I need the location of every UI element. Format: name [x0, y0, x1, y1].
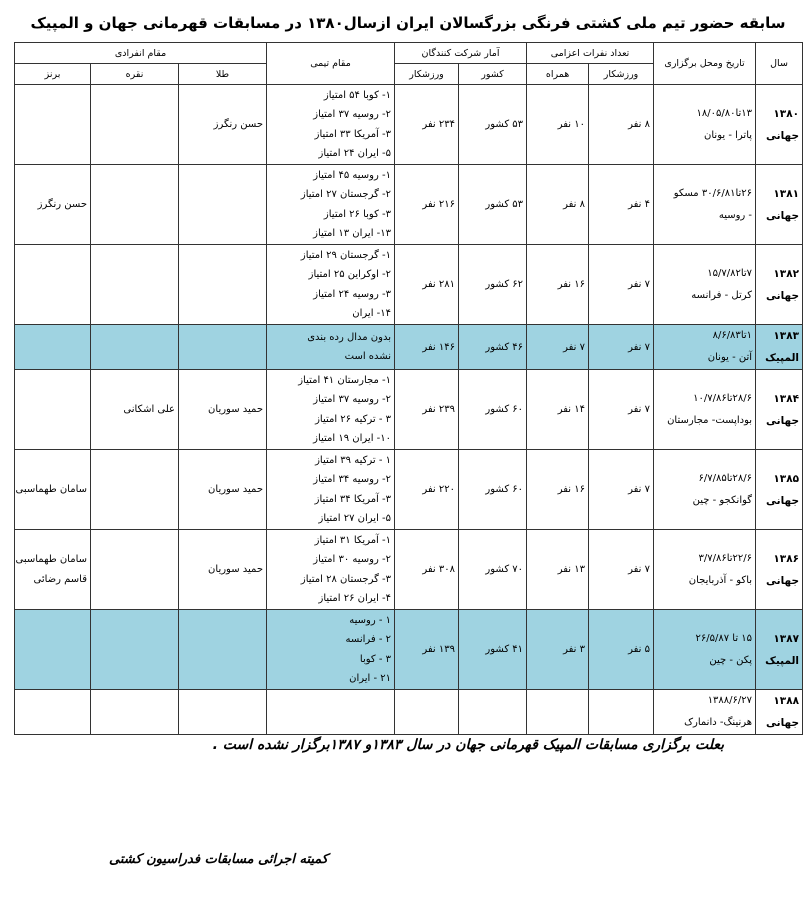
table-row — [15, 530, 803, 610]
delegation-athletes-cell — [589, 450, 654, 530]
team-rank-line: ۳ - ترکیه ۲۶ امتیاز — [315, 413, 392, 425]
bronze-cell — [15, 530, 91, 610]
countries-cell — [459, 370, 527, 450]
gold-cell — [179, 325, 267, 370]
gold-cell — [179, 85, 267, 165]
team-rank-line: ۳- روسیه ۲۴ امتیاز — [313, 288, 392, 300]
delegation-athletes-value: ۴ نفر — [628, 199, 651, 210]
team-rank-cell — [267, 370, 395, 450]
header-delegation-companions: همراه — [527, 64, 589, 85]
bronze-cell — [15, 610, 91, 690]
countries-value: ۷۰ کشور — [485, 564, 524, 575]
signature: کمیته اجرائی مسابقات فدراسیون کشتی — [109, 852, 328, 867]
delegation-companions-cell — [527, 165, 589, 245]
countries-cell — [459, 610, 527, 690]
team-rank-line: ۲- روسیه ۳۴ امتیاز — [313, 474, 392, 485]
participants-value: ۱۳۹ نفر — [422, 644, 456, 655]
gold-medalist: حمید سوریان — [208, 403, 264, 415]
participants-value: ۲۸۱ نفر — [422, 279, 456, 290]
delegation-companions-value: ۱۴ نفر — [557, 404, 586, 415]
silver-cell — [91, 530, 179, 610]
participants-cell — [395, 690, 459, 735]
venue-cell — [654, 530, 756, 610]
event-date: ۲۸/۶تا۶/۷/۸۵ — [698, 472, 753, 484]
venue-cell — [654, 85, 756, 165]
countries-value: ۶۲ کشور — [485, 279, 524, 290]
bronze-cell — [15, 245, 91, 325]
competition-type: جهانی — [766, 574, 800, 587]
venue-cell — [654, 370, 756, 450]
team-rank-line: ۳- کوبا ۲۶ امتیاز — [323, 208, 392, 220]
delegation-companions-value: ۱۶ نفر — [557, 484, 586, 495]
delegation-companions-cell — [527, 245, 589, 325]
table-body — [15, 85, 803, 735]
event-date: ۱۳۸۸/۶/۲۷ — [707, 695, 753, 706]
results-table — [14, 42, 803, 735]
competition-type: جهانی — [766, 289, 800, 302]
delegation-athletes-cell — [589, 165, 654, 245]
header-delegation: تعداد نفرات اعزامی — [527, 43, 654, 64]
bronze-cell — [15, 165, 91, 245]
delegation-athletes-value: ۵ نفر — [628, 644, 651, 655]
team-rank-line: ۵- ایران ۲۷ امتیاز — [318, 513, 392, 524]
team-rank-cell — [267, 450, 395, 530]
competition-type: جهانی — [766, 494, 800, 507]
year-cell — [756, 165, 803, 245]
participants-cell — [395, 165, 459, 245]
participants-value: ۲۳۹ نفر — [422, 404, 456, 415]
year-value: ۱۳۸۴ — [773, 392, 800, 405]
countries-value: ۶۰ کشور — [485, 484, 524, 495]
countries-cell — [459, 245, 527, 325]
countries-cell — [459, 165, 527, 245]
year-value: ۱۳۸۱ — [773, 187, 800, 200]
delegation-companions-value: ۱۰ نفر — [557, 119, 586, 130]
team-rank-cell — [267, 690, 395, 735]
header-bronze: برنز — [15, 64, 91, 85]
countries-value: ۵۳ کشور — [485, 119, 524, 130]
event-date: ۱۳تا۱۸/۰۵/۸۰ — [696, 107, 753, 119]
gold-cell — [179, 690, 267, 735]
header-gold: طلا — [179, 64, 267, 85]
bronze-cell — [15, 370, 91, 450]
team-rank-line: نشده است — [344, 351, 392, 362]
competition-type: المپیک — [765, 654, 800, 667]
team-rank-cell — [267, 325, 395, 370]
table-row — [15, 165, 803, 245]
year-cell — [756, 690, 803, 735]
delegation-athletes-value: ۷ نفر — [628, 279, 651, 290]
delegation-companions-cell — [527, 690, 589, 735]
participants-value: ۲۱۶ نفر — [422, 199, 456, 210]
bronze-cell — [15, 85, 91, 165]
gold-medalist: حسن رنگرز — [213, 118, 264, 130]
team-rank-line: ۲۱ - ایران — [349, 673, 392, 684]
team-rank-line: ۱- آمریکا ۳۱ امتیاز — [314, 534, 392, 546]
event-place: پاترا - یونان — [704, 129, 753, 141]
delegation-athletes-cell — [589, 245, 654, 325]
countries-value: ۴۱ کشور — [485, 644, 524, 655]
event-date: ۱۵ تا ۲۶/۵/۸۷ — [695, 632, 753, 644]
delegation-companions-cell — [527, 325, 589, 370]
year-cell — [756, 245, 803, 325]
header-team-rank: مقام تیمی — [267, 43, 395, 85]
header-delegation-athletes: ورزشکار — [589, 64, 654, 85]
year-cell — [756, 450, 803, 530]
team-rank-line: ۱ - ترکیه ۳۹ امتیاز — [315, 454, 392, 466]
countries-cell — [459, 85, 527, 165]
participants-cell — [395, 370, 459, 450]
delegation-athletes-cell — [589, 610, 654, 690]
event-place: هرنینگ- دانمارک — [684, 717, 753, 728]
participants-value: ۲۲۰ نفر — [422, 484, 456, 495]
countries-value: ۵۳ کشور — [485, 199, 524, 210]
table-row — [15, 325, 803, 370]
bronze-medalist: سامان طهماسبی — [15, 554, 88, 565]
delegation-companions-cell — [527, 85, 589, 165]
delegation-companions-cell — [527, 610, 589, 690]
header-participants-countries: کشور — [459, 64, 527, 85]
participants-value: ۲۳۴ نفر — [422, 119, 456, 130]
event-date: ۷تا۱۵/۷/۸۲ — [707, 267, 753, 279]
bronze-medalist: سامان طهماسبی — [15, 483, 88, 495]
competition-type: جهانی — [766, 129, 800, 142]
header-silver: نقره — [91, 64, 179, 85]
venue-cell — [654, 610, 756, 690]
table-row — [15, 85, 803, 165]
event-place: گوانکجو - چین — [692, 494, 753, 506]
team-rank-line: ۲- گرجستان ۲۷ امتیاز — [300, 189, 392, 200]
silver-cell — [91, 325, 179, 370]
year-value: ۱۳۸۷ — [773, 632, 800, 645]
team-rank-line: بدون مدال رده بندی — [307, 331, 392, 343]
year-value: ۱۳۸۳ — [773, 330, 800, 342]
team-rank-line: ۵- ایران ۲۴ امتیاز — [318, 148, 392, 159]
team-rank-line: ۲- روسیه ۳۰ امتیاز — [313, 554, 392, 565]
delegation-athletes-value: ۸ نفر — [628, 119, 651, 130]
team-rank-cell — [267, 245, 395, 325]
table-row — [15, 245, 803, 325]
table-row — [15, 690, 803, 735]
team-rank-line: ۳- آمریکا ۳۴ امتیاز — [314, 493, 392, 505]
participants-cell — [395, 85, 459, 165]
venue-cell — [654, 450, 756, 530]
team-rank-line: ۱- گرجستان ۲۹ امتیاز — [300, 249, 392, 261]
gold-cell — [179, 450, 267, 530]
venue-cell — [654, 245, 756, 325]
team-rank-cell — [267, 610, 395, 690]
venue-cell — [654, 690, 756, 735]
delegation-companions-cell — [527, 450, 589, 530]
silver-cell — [91, 610, 179, 690]
event-place: بوداپست- مجارستان — [667, 414, 753, 426]
delegation-athletes-cell — [589, 530, 654, 610]
gold-cell — [179, 370, 267, 450]
team-rank-line: ۱۴- ایران — [352, 308, 392, 319]
event-date: ۱تا۸/۶/۸۳ — [712, 330, 753, 341]
team-rank-line: ۳ - کوبا — [359, 653, 392, 665]
competition-type: جهانی — [766, 209, 800, 222]
participants-value: ۳۰۸ نفر — [422, 564, 456, 575]
delegation-companions-value: ۳ نفر — [563, 644, 586, 655]
bronze-medalist: حسن رنگرز — [37, 198, 88, 210]
header-individual: مقام انفرادی — [15, 43, 267, 64]
team-rank-line: ۲- روسیه ۳۷ امتیاز — [313, 109, 392, 120]
participants-cell — [395, 245, 459, 325]
bronze-cell — [15, 450, 91, 530]
team-rank-line: ۲- روسیه ۳۷ امتیاز — [313, 394, 392, 405]
countries-cell — [459, 450, 527, 530]
event-place: - روسیه — [718, 209, 753, 221]
delegation-athletes-cell — [589, 370, 654, 450]
competition-type: جهانی — [766, 414, 800, 427]
participants-cell — [395, 325, 459, 370]
event-place: کرتل - فرانسه — [691, 289, 753, 301]
silver-cell — [91, 85, 179, 165]
year-value: ۱۳۸۵ — [773, 472, 800, 485]
table-header-row — [15, 43, 803, 64]
participants-value: ۱۴۶ نفر — [422, 341, 456, 353]
gold-cell — [179, 530, 267, 610]
silver-cell — [91, 450, 179, 530]
team-rank-cell — [267, 165, 395, 245]
event-date: ۲۶تا۳۰/۶/۸۱ مسکو — [673, 187, 753, 199]
delegation-companions-cell — [527, 370, 589, 450]
delegation-athletes-value: ۷ نفر — [628, 341, 651, 353]
event-place: پکن - چین — [709, 654, 753, 666]
footnote: بعلت برگزاری مسابقات المپیک قهرمانی جهان در سال ۱۳۸۳و ۱۳۸۷برگزار نشده است . — [212, 737, 724, 753]
delegation-companions-value: ۷ نفر — [563, 341, 586, 353]
gold-cell — [179, 245, 267, 325]
gold-medalist: حمید سوریان — [208, 483, 264, 495]
event-place: باکو - آذربایجان — [688, 574, 753, 586]
header-year: سال — [756, 43, 803, 85]
delegation-companions-value: ۱۶ نفر — [557, 279, 586, 290]
participants-cell — [395, 450, 459, 530]
team-rank-cell — [267, 85, 395, 165]
gold-cell — [179, 610, 267, 690]
bronze-medalist: قاسم رضائی — [33, 573, 88, 585]
page-title: سابقه حضور تیم ملی کشتی فرنگی بزرگسالان ایران ازسال۱۳۸۰ در مسابقات قهرمانی جهان و المپیک — [30, 14, 786, 32]
table-row — [15, 610, 803, 690]
team-rank-line: ۲- اوکراین ۲۵ امتیاز — [308, 269, 392, 280]
silver-medalist: علی اشکانی — [123, 403, 176, 415]
team-rank-line: ۳- آمریکا ۳۳ امتیاز — [314, 128, 392, 140]
delegation-athletes-cell — [589, 325, 654, 370]
team-rank-line: ۲ - فرانسه — [345, 634, 392, 645]
year-cell — [756, 530, 803, 610]
delegation-companions-value: ۱۳ نفر — [557, 564, 586, 575]
event-date: ۲۲/۶تا۳/۷/۸۶ — [698, 552, 753, 564]
year-cell — [756, 325, 803, 370]
delegation-athletes-cell — [589, 690, 654, 735]
year-value: ۱۳۸۰ — [773, 107, 800, 120]
year-cell — [756, 85, 803, 165]
competition-type: المپیک — [765, 352, 800, 364]
delegation-athletes-cell — [589, 85, 654, 165]
bronze-cell — [15, 690, 91, 735]
countries-cell — [459, 325, 527, 370]
participants-cell — [395, 530, 459, 610]
header-participants: آمار شرکت کنندگان — [395, 43, 527, 64]
silver-cell — [91, 370, 179, 450]
year-cell — [756, 610, 803, 690]
team-rank-line: ۱۳- ایران ۱۳ امتیاز — [313, 228, 392, 239]
venue-cell — [654, 165, 756, 245]
countries-cell — [459, 530, 527, 610]
countries-value: ۶۰ کشور — [485, 404, 524, 415]
countries-cell — [459, 690, 527, 735]
year-value: ۱۳۸۸ — [773, 695, 800, 707]
team-rank-line: ۳- گرجستان ۲۸ امتیاز — [300, 573, 392, 585]
team-rank-cell — [267, 530, 395, 610]
year-value: ۱۳۸۲ — [773, 267, 800, 280]
delegation-athletes-value: ۷ نفر — [628, 564, 651, 575]
team-rank-line: ۱ - روسیه — [349, 614, 392, 626]
delegation-companions-cell — [527, 530, 589, 610]
event-place: آتن - یونان — [707, 352, 753, 363]
gold-cell — [179, 165, 267, 245]
table-row — [15, 370, 803, 450]
event-date: ۲۸/۶تا۱۰/۷/۸۶ — [693, 392, 753, 404]
bronze-cell — [15, 325, 91, 370]
delegation-companions-value: ۸ نفر — [563, 199, 586, 210]
table-row — [15, 450, 803, 530]
competition-type: جهانی — [766, 717, 800, 729]
silver-cell — [91, 245, 179, 325]
year-value: ۱۳۸۶ — [773, 552, 800, 565]
venue-cell — [654, 325, 756, 370]
header-venue: تاریخ ومحل برگزاری — [654, 43, 756, 85]
participants-cell — [395, 610, 459, 690]
gold-medalist: حمید سوریان — [208, 563, 264, 575]
team-rank-line: ۱- روسیه ۴۵ امتیاز — [313, 169, 392, 181]
delegation-athletes-value: ۷ نفر — [628, 404, 651, 415]
team-rank-line: ۴- ایران ۲۶ امتیاز — [318, 593, 392, 604]
team-rank-line: ۱- مجارستان ۴۱ امتیاز — [298, 374, 392, 386]
silver-cell — [91, 690, 179, 735]
team-rank-line: ۱- کوبا ۵۴ امتیاز — [323, 89, 392, 101]
header-participants-athletes: ورزشکار — [395, 64, 459, 85]
year-cell — [756, 370, 803, 450]
countries-value: ۴۶ کشور — [485, 341, 524, 353]
delegation-athletes-value: ۷ نفر — [628, 484, 651, 495]
silver-cell — [91, 165, 179, 245]
team-rank-line: ۱۰- ایران ۱۹ امتیاز — [313, 433, 392, 444]
